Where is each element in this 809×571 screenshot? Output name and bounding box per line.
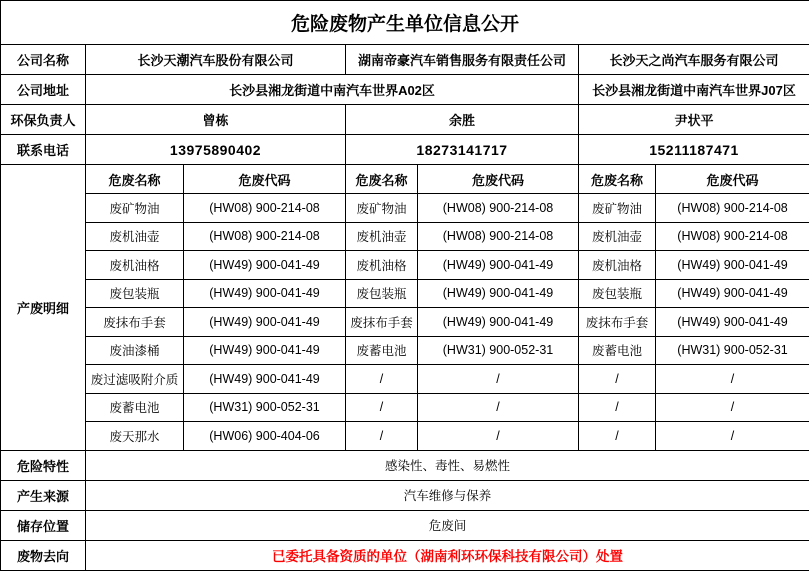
company-2-manager: 余胜 xyxy=(346,105,579,135)
waste-code-cell: / xyxy=(418,422,579,451)
company-1-manager: 曾栋 xyxy=(86,105,346,135)
label-source: 产生来源 xyxy=(1,480,86,510)
waste-code-cell: (HW49) 900-041-49 xyxy=(184,251,346,280)
waste-code-cell: (HW08) 900-214-08 xyxy=(418,194,579,223)
waste-code-cell: (HW31) 900-052-31 xyxy=(656,336,809,365)
waste-row xyxy=(1,422,809,451)
waste-name-header-3: 危废名称 xyxy=(579,165,656,194)
waste-code-cell: (HW08) 900-214-08 xyxy=(184,222,346,251)
waste-name-cell: / xyxy=(579,422,656,451)
env-manager-row xyxy=(1,105,809,135)
waste-row xyxy=(1,365,809,394)
waste-name-cell: 废天那水 xyxy=(86,422,184,451)
waste-code-header-3: 危废代码 xyxy=(656,165,809,194)
waste-code-cell: (HW06) 900-404-06 xyxy=(184,422,346,451)
waste-code-cell: (HW49) 900-041-49 xyxy=(418,251,579,280)
waste-code-cell: / xyxy=(418,393,579,422)
waste-code-cell: (HW49) 900-041-49 xyxy=(184,336,346,365)
waste-row xyxy=(1,308,809,337)
waste-header-row xyxy=(1,165,809,194)
waste-name-cell: 废抹布手套 xyxy=(86,308,184,337)
waste-name-cell: 废油漆桶 xyxy=(86,336,184,365)
waste-name-cell: 废包装瓶 xyxy=(86,279,184,308)
waste-name-cell: 废蓄电池 xyxy=(86,393,184,422)
waste-name-cell: 废机油格 xyxy=(579,251,656,280)
company-3-manager: 尹状平 xyxy=(579,105,809,135)
waste-name-cell: 废抹布手套 xyxy=(346,308,418,337)
source-row xyxy=(1,480,809,510)
waste-name-cell: 废包装瓶 xyxy=(579,279,656,308)
waste-name-cell: / xyxy=(579,393,656,422)
waste-name-cell: / xyxy=(346,422,418,451)
waste-code-cell: (HW49) 900-041-49 xyxy=(184,308,346,337)
title-row xyxy=(1,1,809,45)
waste-code-header-2: 危废代码 xyxy=(418,165,579,194)
hazard-traits-value: 感染性、毒性、易燃性 xyxy=(86,450,809,480)
waste-row xyxy=(1,251,809,280)
company-1-name: 长沙天潮汽车股份有限公司 xyxy=(86,45,346,75)
waste-code-cell: (HW31) 900-052-31 xyxy=(184,393,346,422)
waste-name-cell: 废包装瓶 xyxy=(346,279,418,308)
waste-code-cell: (HW08) 900-214-08 xyxy=(656,222,809,251)
waste-name-cell: 废蓄电池 xyxy=(346,336,418,365)
waste-code-cell: / xyxy=(656,422,809,451)
waste-name-cell: / xyxy=(346,365,418,394)
waste-name-cell: 废机油壶 xyxy=(86,222,184,251)
label-hazard-traits: 危险特性 xyxy=(1,450,86,480)
waste-name-cell: / xyxy=(579,365,656,394)
label-waste-detail: 产废明细 xyxy=(1,165,86,451)
waste-name-cell: 废蓄电池 xyxy=(579,336,656,365)
label-storage: 储存位置 xyxy=(1,510,86,540)
waste-name-header-1: 危废名称 xyxy=(86,165,184,194)
waste-name-cell: 废机油壶 xyxy=(579,222,656,251)
company-2-name: 湖南帝豪汽车销售服务有限责任公司 xyxy=(346,45,579,75)
label-company-address: 公司地址 xyxy=(1,75,86,105)
waste-code-cell: (HW31) 900-052-31 xyxy=(418,336,579,365)
waste-name-cell: 废矿物油 xyxy=(579,194,656,223)
storage-value: 危废间 xyxy=(86,510,809,540)
hazard-traits-row xyxy=(1,450,809,480)
label-destination: 废物去向 xyxy=(1,540,86,570)
waste-name-cell: 废矿物油 xyxy=(346,194,418,223)
company-3-name: 长沙天之尚汽车服务有限公司 xyxy=(579,45,809,75)
page-title: 危险废物产生单位信息公开 xyxy=(1,1,809,45)
waste-code-cell: (HW08) 900-214-08 xyxy=(418,222,579,251)
waste-code-cell: (HW49) 900-041-49 xyxy=(656,308,809,337)
waste-name-header-2: 危废名称 xyxy=(346,165,418,194)
waste-code-cell: / xyxy=(418,365,579,394)
destination-row xyxy=(1,540,809,570)
waste-name-cell: 废机油格 xyxy=(346,251,418,280)
waste-code-cell: (HW49) 900-041-49 xyxy=(418,279,579,308)
company-1-phone: 13975890402 xyxy=(86,135,346,165)
waste-name-cell: 废机油格 xyxy=(86,251,184,280)
waste-name-cell: 废抹布手套 xyxy=(579,308,656,337)
label-phone: 联系电话 xyxy=(1,135,86,165)
waste-name-cell: / xyxy=(346,393,418,422)
source-value: 汽车维修与保养 xyxy=(86,480,809,510)
storage-row xyxy=(1,510,809,540)
waste-code-cell: / xyxy=(656,393,809,422)
waste-code-cell: (HW08) 900-214-08 xyxy=(184,194,346,223)
company-2-phone: 18273141717 xyxy=(346,135,579,165)
waste-code-cell: (HW49) 900-041-49 xyxy=(418,308,579,337)
label-env-manager: 环保负责人 xyxy=(1,105,86,135)
address-company-3: 长沙县湘龙街道中南汽车世界J07区 xyxy=(579,75,809,105)
phone-row xyxy=(1,135,809,165)
label-company-name: 公司名称 xyxy=(1,45,86,75)
waste-code-cell: (HW49) 900-041-49 xyxy=(656,279,809,308)
waste-row xyxy=(1,336,809,365)
waste-code-cell: (HW49) 900-041-49 xyxy=(656,251,809,280)
waste-name-cell: 废机油壶 xyxy=(346,222,418,251)
company-address-row xyxy=(1,75,809,105)
waste-code-cell: (HW08) 900-214-08 xyxy=(656,194,809,223)
waste-code-cell: (HW49) 900-041-49 xyxy=(184,365,346,394)
waste-name-cell: 废矿物油 xyxy=(86,194,184,223)
company-name-row xyxy=(1,45,809,75)
company-3-phone: 15211187471 xyxy=(579,135,809,165)
waste-code-cell: / xyxy=(656,365,809,394)
waste-code-cell: (HW49) 900-041-49 xyxy=(184,279,346,308)
waste-row xyxy=(1,279,809,308)
waste-row xyxy=(1,194,809,223)
waste-name-cell: 废过滤吸附介质 xyxy=(86,365,184,394)
waste-row xyxy=(1,222,809,251)
destination-value: 已委托具备资质的单位（湖南利环环保科技有限公司）处置 xyxy=(86,540,809,570)
waste-code-header-1: 危废代码 xyxy=(184,165,346,194)
waste-row xyxy=(1,393,809,422)
address-company-1-2: 长沙县湘龙街道中南汽车世界A02区 xyxy=(86,75,579,105)
